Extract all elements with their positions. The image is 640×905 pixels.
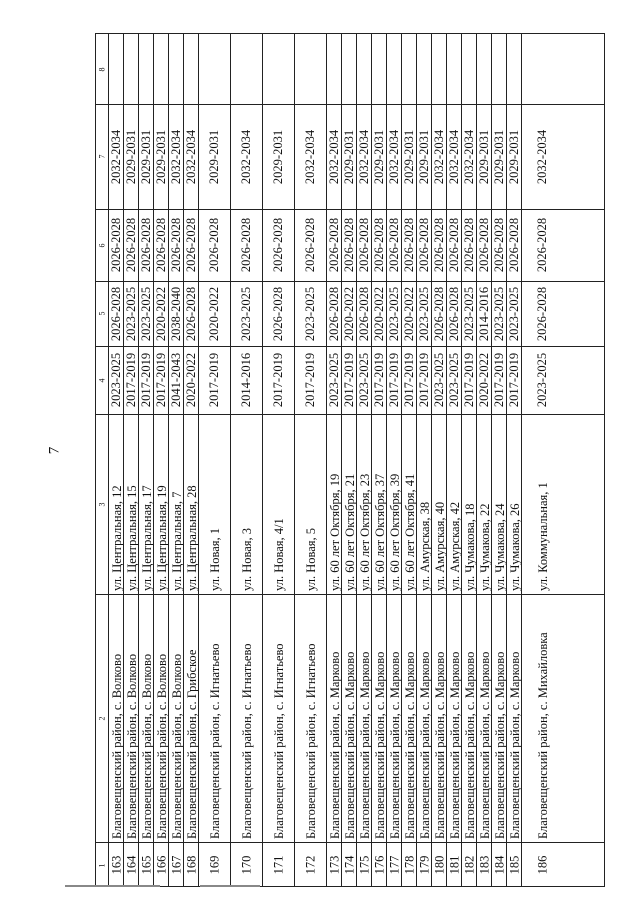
table-cell-district: Благовещенский район, с. Волково [139,653,154,839]
table-row [476,34,491,886]
table-cell-p6: 2026-2028 [124,217,139,273]
table-cell-p6: 2026-2028 [139,217,154,273]
table-cell-p4: 2017-2019 [207,352,222,408]
table-cell-district: Благовещенский район, с. Игнатьево [240,643,254,839]
table-cell-p6: 2026-2028 [417,217,432,273]
table-cell-district: Благовещенский район, с. Волково [109,653,124,839]
table-cell-p5: 2026-2028 [271,286,286,341]
table-cell-address: ул. Чумакова, 24 [492,503,507,591]
table-cell-address: ул. Амурская, 38 [417,501,432,591]
table-cell-n: 180 [432,855,446,875]
table-cell-address: ул. Амурская, 42 [447,501,462,591]
table-cell-p4: 2017-2019 [342,352,357,408]
table-row [341,34,356,886]
table-cell-n: 164 [124,855,138,875]
table-cell-n: 182 [462,855,476,875]
table-cell-p7: 2029-2031 [372,129,387,184]
table-cell-n: 181 [447,855,461,875]
table-cell-p7: 2029-2031 [271,129,286,184]
table-cell-address: ул. 60 лет Октября, 37 [372,473,387,591]
table-cell-p7: 2032-2034 [169,129,184,184]
table-row [138,34,153,886]
table-cell-n: 163 [109,855,123,875]
table-cell-n: 178 [402,855,416,875]
table-cell-p5: 2023-2025 [507,286,522,341]
table-cell-p6: 2026-2028 [372,217,387,273]
table-cell-p5: 2023-2025 [139,286,154,341]
table-cell-p7: 2032-2034 [387,129,402,184]
table-cell-p6: 2026-2028 [303,217,318,273]
table-cell-address: ул. Центральная, 17 [139,485,154,591]
table-cell-p7: 2029-2031 [207,129,222,184]
table-cell-p4: 2020-2022 [477,352,492,408]
table-row [371,34,386,886]
table-cell-p6: 2026-2028 [184,217,199,273]
table-row [230,34,262,886]
table-row [461,34,476,886]
table-row [153,34,168,886]
scan-edge-mark [200,885,260,887]
table-cell-address: ул. Чумакова, 22 [477,503,492,591]
table-cell-district: Благовещенский район, с. Михайловка [536,632,550,839]
table-cell-p7: 2032-2034 [462,129,477,184]
table-cell-p5: 2023-2025 [387,286,402,341]
table-cell-p7: 2032-2034 [109,129,124,184]
table-row [326,34,341,886]
table-cell-p6: 2026-2028 [492,217,507,273]
table-cell-n: 177 [387,855,401,875]
table-cell-p5: 2026-2028 [327,286,342,341]
table-cell-district: Благовещенский район, с. Марково [327,651,342,839]
table-row [262,34,294,886]
table-row [401,34,416,886]
table-cell-p4: 2017-2019 [124,352,139,408]
header-number: 1 [97,863,107,867]
table-cell-p6: 2026-2028 [109,217,124,273]
table-cell-n: 174 [342,855,356,875]
table-cell-district: Благовещенский район, с. Игнатьево [208,643,222,839]
table-cell-district: Благовещенский район, с. Грибское [184,649,199,839]
table-row [416,34,431,886]
table-cell-district: Благовещенский район, с. Марково [432,651,447,839]
table-cell-p4: 2023-2025 [109,352,124,408]
table-cell-district: Благовещенский район, с. Волково [124,653,139,839]
table-cell-p4: 2023-2025 [432,352,447,408]
table-cell-n: 169 [207,855,222,875]
table-cell-p5: 2023-2025 [492,286,507,341]
table-cell-p5: 2026-2028 [535,286,550,341]
table-cell-n: 173 [327,855,341,875]
table-cell-p4: 2023-2025 [535,352,550,408]
table-cell-district: Благовещенский район, с. Марково [402,651,417,839]
table-cell-n: 176 [372,855,386,875]
table-cell-p7: 2032-2034 [432,129,447,184]
table-cell-p7: 2029-2031 [154,129,169,184]
table-cell-district: Благовещенский район, с. Марково [417,651,432,839]
table-cell-n: 179 [417,855,431,875]
header-number: 7 [97,154,107,159]
table-cell-address: ул. 60 лет Октября, 41 [402,473,417,591]
table-cell-n: 172 [303,855,318,875]
table-cell-p5: 2026-2028 [432,286,447,341]
table-cell-p4: 2023-2025 [327,352,342,408]
table-cell-p5: 2014-2016 [477,286,492,341]
table-cell-address: ул. 60 лет Октября, 21 [342,473,357,591]
table-cell-p5: 2023-2025 [124,286,139,341]
table-cell-address: ул. Центральная, 19 [154,485,169,591]
table-row [198,34,230,886]
table-row [386,34,401,886]
table-cell-p5: 2026-2028 [357,286,372,341]
table-cell-p7: 2032-2034 [327,129,342,184]
table-cell-p4: 2017-2019 [492,352,507,408]
table-cell-p6: 2026-2028 [535,217,550,273]
table-cell-n: 168 [184,855,198,875]
table-cell-address: ул. 60 лет Октября, 39 [387,473,402,591]
table-cell-p6: 2026-2028 [327,217,342,273]
table-cell-p5: 2023-2025 [417,286,432,341]
table-cell-p7: 2029-2031 [477,129,492,184]
table-row [294,34,326,886]
table-cell-p6: 2026-2028 [432,217,447,273]
table-cell-n: 186 [535,855,550,875]
table-cell-address: ул. Центральная, 28 [184,485,199,591]
table-cell-n: 170 [239,855,254,875]
table-cell-p7: 2032-2034 [239,129,254,184]
table-cell-p4: 2020-2022 [184,352,199,408]
table-cell-p4: 2041-2043 [169,352,184,408]
table-cell-p7: 2029-2031 [417,129,432,184]
table-cell-p5: 2020-2022 [372,286,387,341]
table-cell-address: ул. 60 лет Октября, 23 [357,473,372,591]
table-cell-p7: 2032-2034 [303,129,318,184]
table-cell-p6: 2026-2028 [169,217,184,273]
table-cell-district: Благовещенский район, с. Марково [507,651,522,839]
table-cell-p4: 2014-2016 [239,352,254,408]
table-cell-p6: 2026-2028 [342,217,357,273]
table-cell-p7: 2029-2031 [507,129,522,184]
table-cell-p4: 2017-2019 [387,352,402,408]
header-number: 4 [97,378,107,382]
table-row [431,34,446,886]
table-row [168,34,183,886]
table-cell-p5: 2026-2028 [447,286,462,341]
table-cell-n: 175 [357,855,371,875]
table-cell-n: 167 [169,855,183,875]
table-cell-district: Благовещенский район, с. Игнатьево [272,643,286,839]
table-cell-p4: 2023-2025 [357,352,372,408]
table-cell-p6: 2026-2028 [207,217,222,273]
scan-edge-mark [65,885,160,887]
table-cell-p4: 2017-2019 [154,352,169,408]
table-cell-n: 183 [477,855,491,875]
table-cell-p4: 2017-2019 [139,352,154,408]
table-cell-address: ул. Центральная, 12 [109,485,124,591]
page-number: 7 [46,446,63,455]
table-cell-p4: 2023-2025 [447,352,462,408]
table-cell-p4: 2017-2019 [372,352,387,408]
table-cell-district: Благовещенский район, с. Марково [492,651,507,839]
table-cell-p7: 2032-2034 [184,129,199,184]
table-cell-p4: 2017-2019 [402,352,417,408]
table-cell-district: Благовещенский район, с. Марково [357,651,372,839]
table-cell-n: 165 [139,855,153,875]
table-cell-p6: 2026-2028 [447,217,462,273]
table-cell-n: 166 [154,855,168,875]
table-row [356,34,371,886]
data-table [95,33,605,887]
table-cell-address: ул. Новая, 3 [240,527,254,591]
table-cell-p4: 2017-2019 [507,352,522,408]
table-cell-p4: 2017-2019 [271,352,286,408]
table-cell-p6: 2026-2028 [239,217,254,273]
table-cell-p6: 2026-2028 [154,217,169,273]
table-cell-p7: 2032-2034 [447,129,462,184]
table-cell-p7: 2029-2031 [342,129,357,184]
table-cell-p5: 2023-2025 [239,286,254,341]
table-cell-p7: 2029-2031 [124,129,139,184]
table-cell-n: 184 [492,855,506,875]
table-row [123,34,138,886]
table-cell-address: ул. 60 лет Октября, 19 [327,473,342,591]
table-cell-address: ул. Новая, 5 [304,527,318,591]
table-cell-district: Благовещенский район, с. Марково [342,651,357,839]
table-cell-p6: 2026-2028 [271,217,286,273]
table-cell-address: ул. Амурская, 40 [432,501,447,591]
table-cell-p4: 2017-2019 [303,352,318,408]
header-number: 2 [97,716,107,720]
table-cell-district: Благовещенский район, с. Марково [372,651,387,839]
table-cell-p5: 2023-2025 [303,286,318,341]
table-cell-address: ул. Чумакова, 18 [462,503,477,591]
table-row [183,34,198,886]
table-cell-district: Благовещенский район, с. Марково [447,651,462,839]
table-cell-address: ул. Центральная, 15 [124,485,139,591]
table-cell-p7: 2029-2031 [492,129,507,184]
table-cell-p5: 2020-2022 [154,286,169,341]
table-cell-p7: 2032-2034 [357,129,372,184]
table-row [446,34,461,886]
table-cell-district: Благовещенский район, с. Волково [169,653,184,839]
table-cell-district: Благовещенский район, с. Марково [462,651,477,839]
table-cell-p7: 2029-2031 [139,129,154,184]
table-cell-p6: 2026-2028 [507,217,522,273]
table-cell-district: Благовещенский район, с. Игнатьево [304,643,318,839]
header-number: 5 [97,311,107,316]
table-cell-p5: 2038-2040 [169,286,184,341]
table-cell-p7: 2029-2031 [402,129,417,184]
table-cell-address: ул. Новая, 1 [208,527,222,591]
table-cell-p4: 2017-2019 [462,352,477,408]
table-cell-p6: 2026-2028 [477,217,492,273]
table-cell-address: ул. Центральная, 7 [169,491,184,591]
table-cell-p5: 2020-2022 [342,286,357,341]
table-cell-p6: 2026-2028 [357,217,372,273]
table-cell-n: 185 [507,855,521,875]
table-cell-p5: 2023-2025 [462,286,477,341]
table-cell-address: ул. Новая, 4/1 [272,518,286,591]
header-number: 3 [97,502,107,506]
table-row [506,34,521,886]
table-cell-district: Благовещенский район, с. Волково [154,653,169,839]
table-cell-p5: 2026-2028 [184,286,199,341]
table-cell-p6: 2026-2028 [387,217,402,273]
table-cell-address: ул. Чумакова, 26 [507,503,522,591]
table-cell-p6: 2026-2028 [462,217,477,273]
table-cell-p5: 2026-2028 [109,286,124,341]
table-cell-district: Благовещенский район, с. Марково [477,651,492,839]
header-number: 8 [97,67,107,71]
table-cell-p6: 2026-2028 [402,217,417,273]
table-cell-p5: 2020-2022 [207,286,222,341]
table-row [491,34,506,886]
table-cell-district: Благовещенский район, с. Марково [387,651,402,839]
table-cell-n: 171 [271,855,286,875]
table-cell-p5: 2020-2022 [402,286,417,341]
table-cell-address: ул. Коммунальная, 1 [536,482,550,591]
table-cell-p7: 2032-2034 [535,129,550,184]
table-cell-p4: 2017-2019 [417,352,432,408]
table-row [108,34,123,886]
table-row [521,34,563,886]
header-number: 6 [97,243,107,247]
